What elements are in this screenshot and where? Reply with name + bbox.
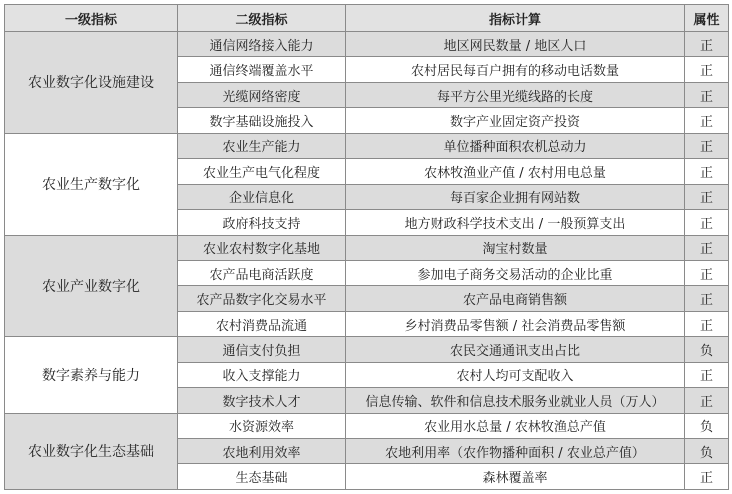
indicator-calculation: 信息传输、软件和信息技术服务业就业人员（万人） (346, 388, 685, 413)
level2-indicator: 农业农村数字化基地 (178, 235, 346, 260)
table-row (5, 235, 729, 260)
indicator-attribute: 正 (685, 362, 729, 387)
level2-indicator: 通信终端覆盖水平 (178, 57, 346, 82)
level2-indicator: 农地利用效率 (178, 439, 346, 464)
indicator-calculation: 数字产业固定资产投资 (346, 108, 685, 133)
indicator-calculation: 每平方公里光缆线路的长度 (346, 82, 685, 107)
indicator-calculation: 森林覆盖率 (346, 464, 685, 490)
table-row (5, 413, 729, 438)
indicator-attribute: 负 (685, 413, 729, 438)
level2-indicator: 光缆网络密度 (178, 82, 346, 107)
level1-indicator: 农业产业数字化 (5, 235, 178, 337)
indicator-attribute: 正 (685, 464, 729, 490)
level2-indicator: 通信支付负担 (178, 337, 346, 362)
level2-indicator: 水资源效率 (178, 413, 346, 438)
indicator-attribute: 正 (685, 235, 729, 260)
level2-indicator: 数字基础设施投入 (178, 108, 346, 133)
indicator-calculation: 地方财政科学技术支出 / 一般预算支出 (346, 210, 685, 235)
indicator-attribute: 正 (685, 286, 729, 311)
table-row (5, 337, 729, 362)
indicator-attribute: 正 (685, 108, 729, 133)
indicator-calculation: 淘宝村数量 (346, 235, 685, 260)
indicator-attribute: 负 (685, 439, 729, 464)
table-row (5, 32, 729, 57)
indicator-calculation: 农村人均可支配收入 (346, 362, 685, 387)
level2-indicator: 农业生产电气化程度 (178, 159, 346, 184)
indicator-attribute: 正 (685, 260, 729, 285)
indicator-calculation: 农业用水总量 / 农林牧渔总产值 (346, 413, 685, 438)
indicator-attribute: 正 (685, 159, 729, 184)
header-level1: 一级指标 (5, 5, 178, 32)
indicator-attribute: 正 (685, 133, 729, 158)
indicator-calculation: 单位播种面积农机总动力 (346, 133, 685, 158)
level2-indicator: 通信网络接入能力 (178, 32, 346, 57)
header-calculation: 指标计算 (346, 5, 685, 32)
indicator-attribute: 正 (685, 210, 729, 235)
level2-indicator: 农业生产能力 (178, 133, 346, 158)
indicator-attribute: 负 (685, 337, 729, 362)
indicator-attribute: 正 (685, 184, 729, 209)
header-attribute: 属性 (685, 5, 729, 32)
level2-indicator: 数字技术人才 (178, 388, 346, 413)
indicator-calculation: 乡村消费品零售额 / 社会消费品零售额 (346, 311, 685, 336)
level2-indicator: 农产品电商活跃度 (178, 260, 346, 285)
header-level2: 二级指标 (178, 5, 346, 32)
indicator-attribute: 正 (685, 311, 729, 336)
indicator-calculation: 农村居民每百户拥有的移动电话数量 (346, 57, 685, 82)
indicator-attribute: 正 (685, 32, 729, 57)
indicator-attribute: 正 (685, 82, 729, 107)
level1-indicator: 农业数字化生态基础 (5, 413, 178, 489)
level2-indicator: 生态基础 (178, 464, 346, 490)
indicator-table (4, 4, 729, 490)
indicator-calculation: 农林牧渔业产值 / 农村用电总量 (346, 159, 685, 184)
indicator-calculation: 农产品电商销售额 (346, 286, 685, 311)
indicator-calculation: 农民交通通讯支出占比 (346, 337, 685, 362)
level2-indicator: 收入支撑能力 (178, 362, 346, 387)
level1-indicator: 农业生产数字化 (5, 133, 178, 235)
level2-indicator: 农产品数字化交易水平 (178, 286, 346, 311)
indicator-attribute: 正 (685, 388, 729, 413)
level2-indicator: 农村消费品流通 (178, 311, 346, 336)
indicator-calculation: 农地利用率（农作物播种面积 / 农业总产值） (346, 439, 685, 464)
indicator-calculation: 每百家企业拥有网站数 (346, 184, 685, 209)
indicator-calculation: 地区网民数量 / 地区人口 (346, 32, 685, 57)
header-row (5, 5, 729, 32)
indicator-calculation: 参加电子商务交易活动的企业比重 (346, 260, 685, 285)
level1-indicator: 数字素养与能力 (5, 337, 178, 413)
level2-indicator: 政府科技支持 (178, 210, 346, 235)
level1-indicator: 农业数字化设施建设 (5, 32, 178, 134)
level2-indicator: 企业信息化 (178, 184, 346, 209)
indicator-attribute: 正 (685, 57, 729, 82)
table-row (5, 133, 729, 158)
